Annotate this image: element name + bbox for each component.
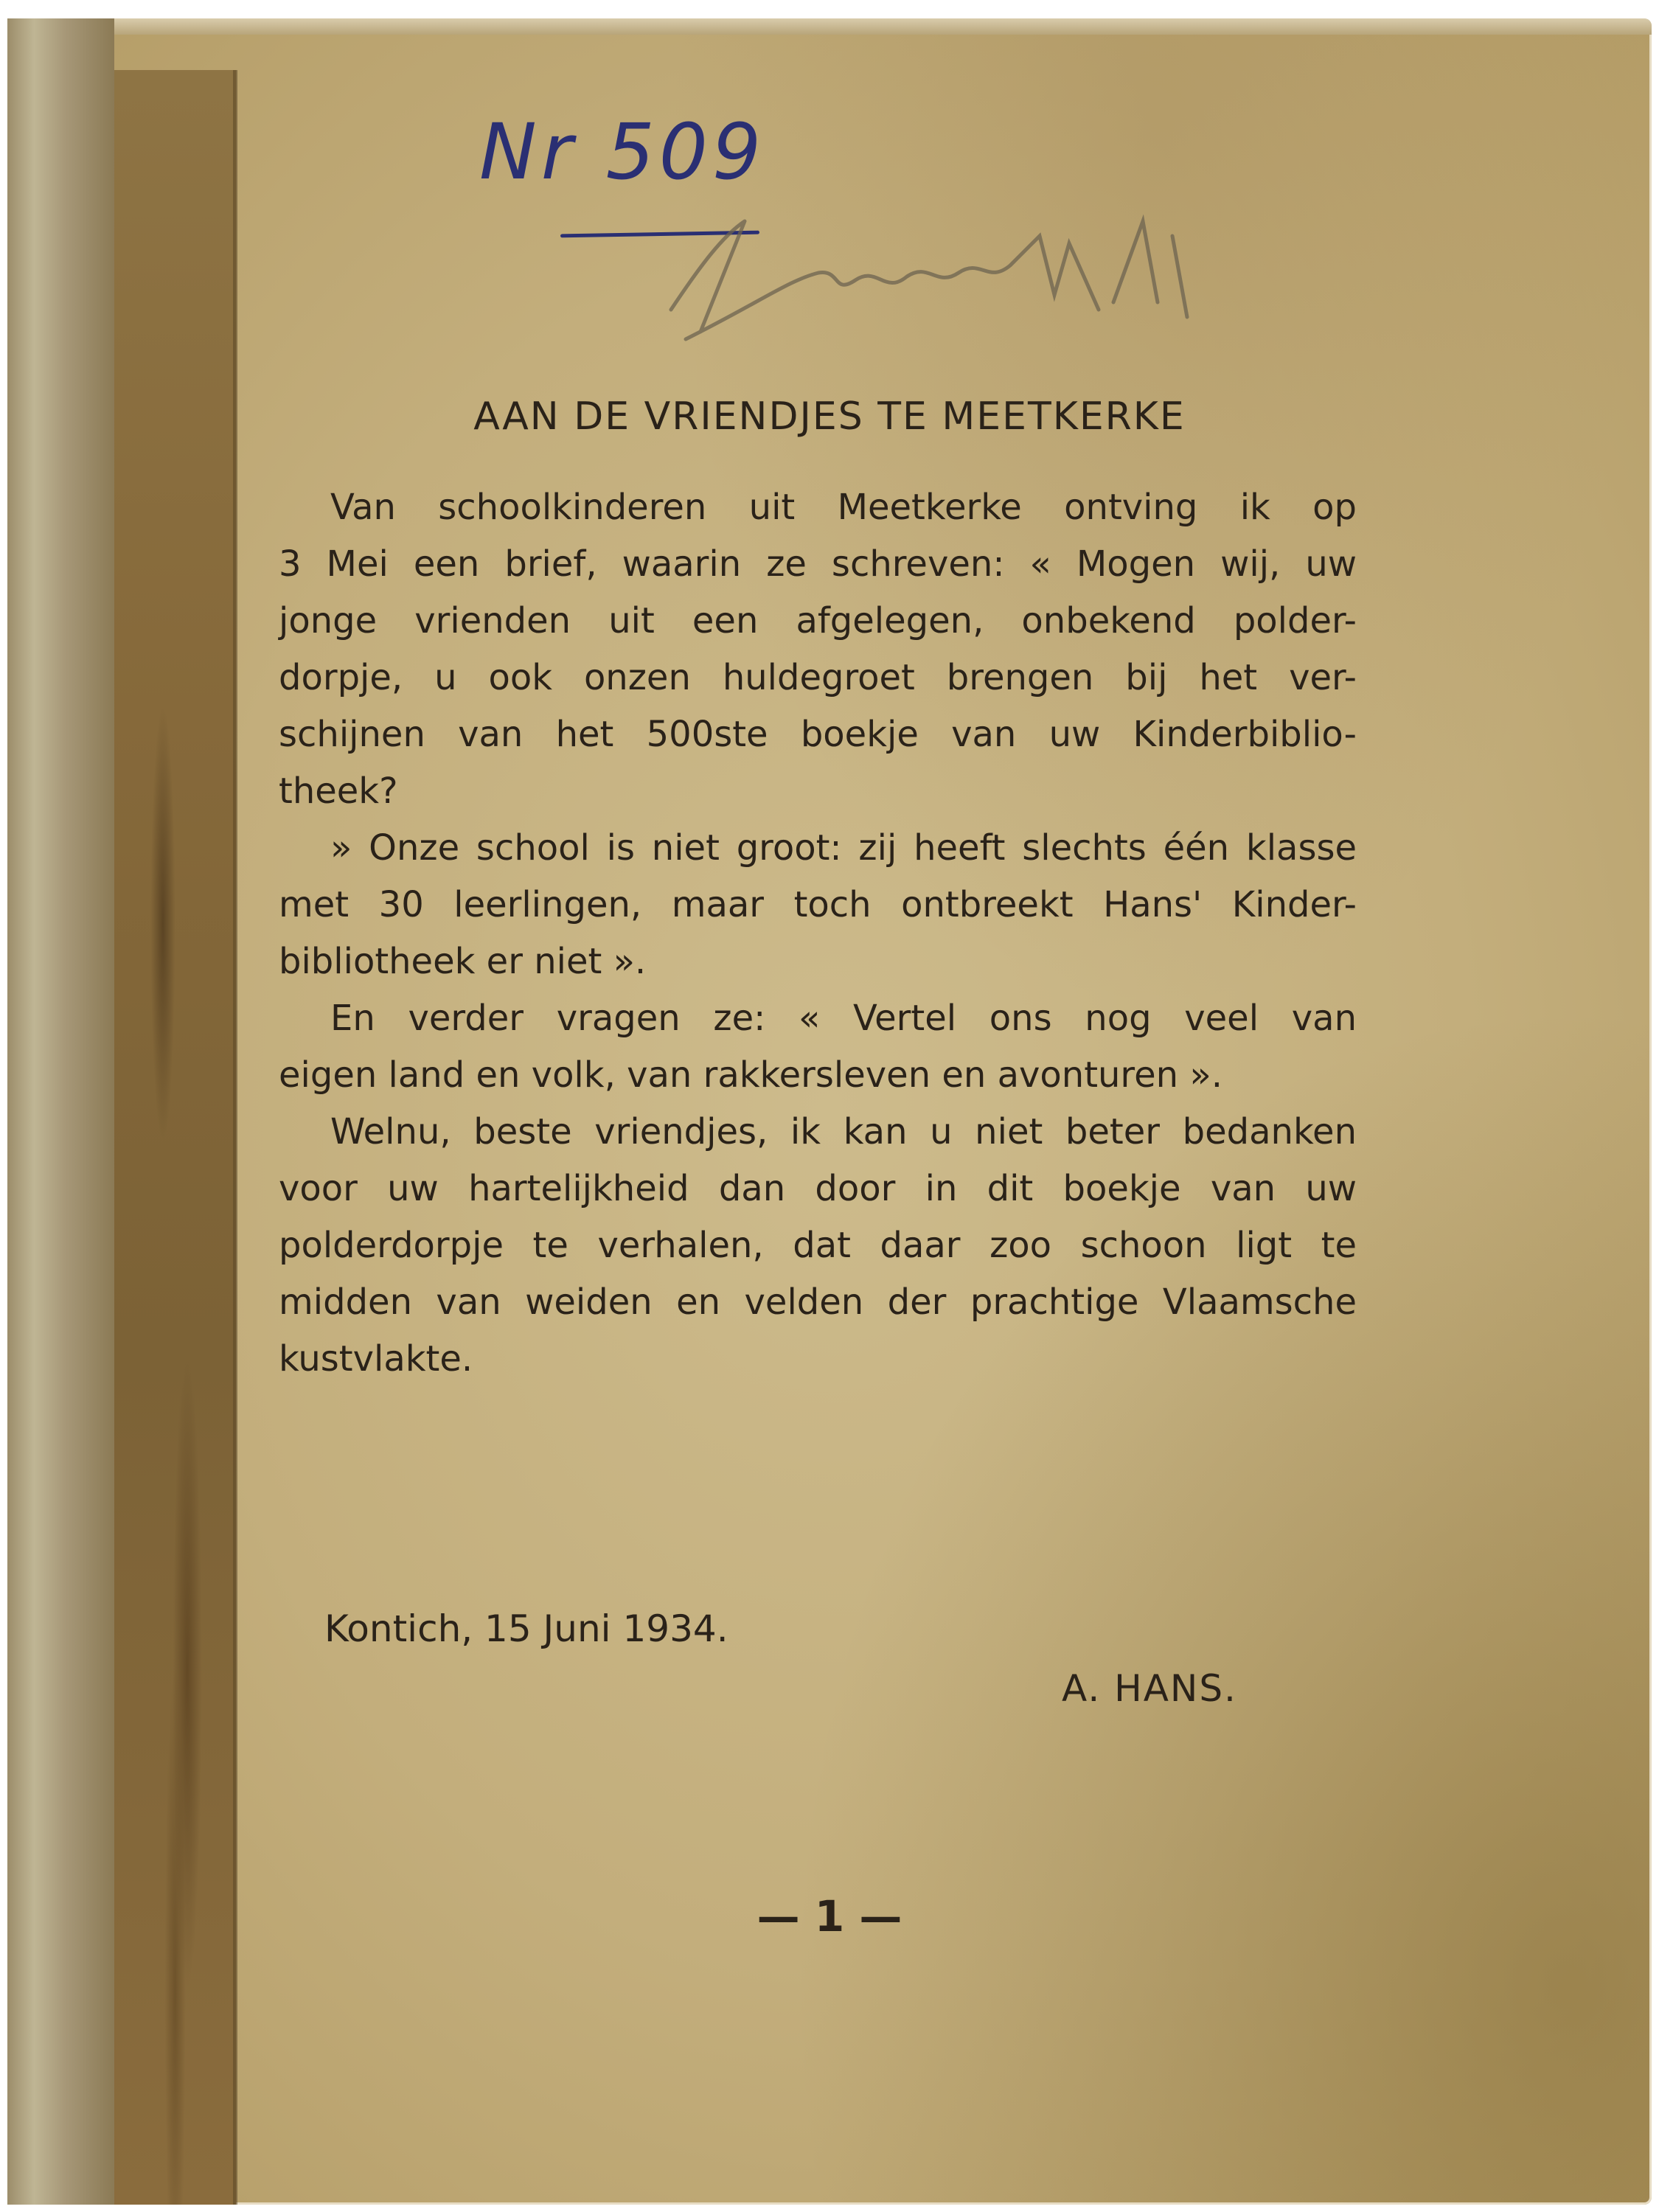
place-and-date: Kontich, 15 Juni 1934. [324, 1607, 728, 1650]
body-line: eigen land en volk, van rakkersleven en avonturen ». [279, 1054, 1222, 1096]
page-number: — 1 — [757, 1891, 902, 1941]
body-line: midden van weiden en velden der prachtige Vlaamsche [279, 1281, 1357, 1323]
body-line: voor uw hartelijkheid dan door in dit boekje van uw [279, 1168, 1357, 1209]
body-line: En verder vragen ze: « Vertel ons nog veel van [330, 998, 1357, 1039]
body-line: Van schoolkinderen uit Meetkerke ontving ik op [330, 487, 1357, 528]
body-line: met 30 leerlingen, maar toch ontbreekt Hans' Kinder- [279, 884, 1357, 925]
body-line: kustvlakte. [279, 1338, 473, 1380]
book-page [7, 18, 1652, 2205]
body-line: bibliotheek er niet ». [279, 941, 647, 982]
body-line: schijnen van het 500ste boekje van uw Kinderbiblio- [279, 714, 1357, 755]
body-line: Welnu, beste vriendjes, ik kan u niet beter bedanken [330, 1111, 1357, 1152]
binding-tape-strip [114, 70, 236, 2205]
body-line: 3 Mei een brief, waarin ze schreven: « Mogen wij, uw [279, 543, 1357, 585]
body-line: » Onze school is niet groot: zij heeft slechts één klasse [330, 827, 1357, 869]
body-line: theek? [279, 771, 398, 812]
body-line: dorpje, u ook onzen huldegroet brengen bij het ver- [279, 657, 1357, 698]
binding-fold-line [233, 70, 237, 2205]
page-top-edge [7, 18, 1652, 35]
body-line: jonge vrienden uit een afgelegen, onbekend polder- [279, 600, 1357, 641]
body-line: polderdorpje te verhalen, dat daar zoo schoon ligt te [279, 1225, 1357, 1266]
book-spine [7, 18, 114, 2205]
page-heading: AAN DE VRIENDJES TE MEETKERKE [473, 394, 1186, 439]
author-signature: A. HANS. [1062, 1667, 1237, 1710]
pencil-signature-scribble [656, 192, 1246, 354]
handwritten-catalog-number: Nr 509 [479, 107, 766, 197]
